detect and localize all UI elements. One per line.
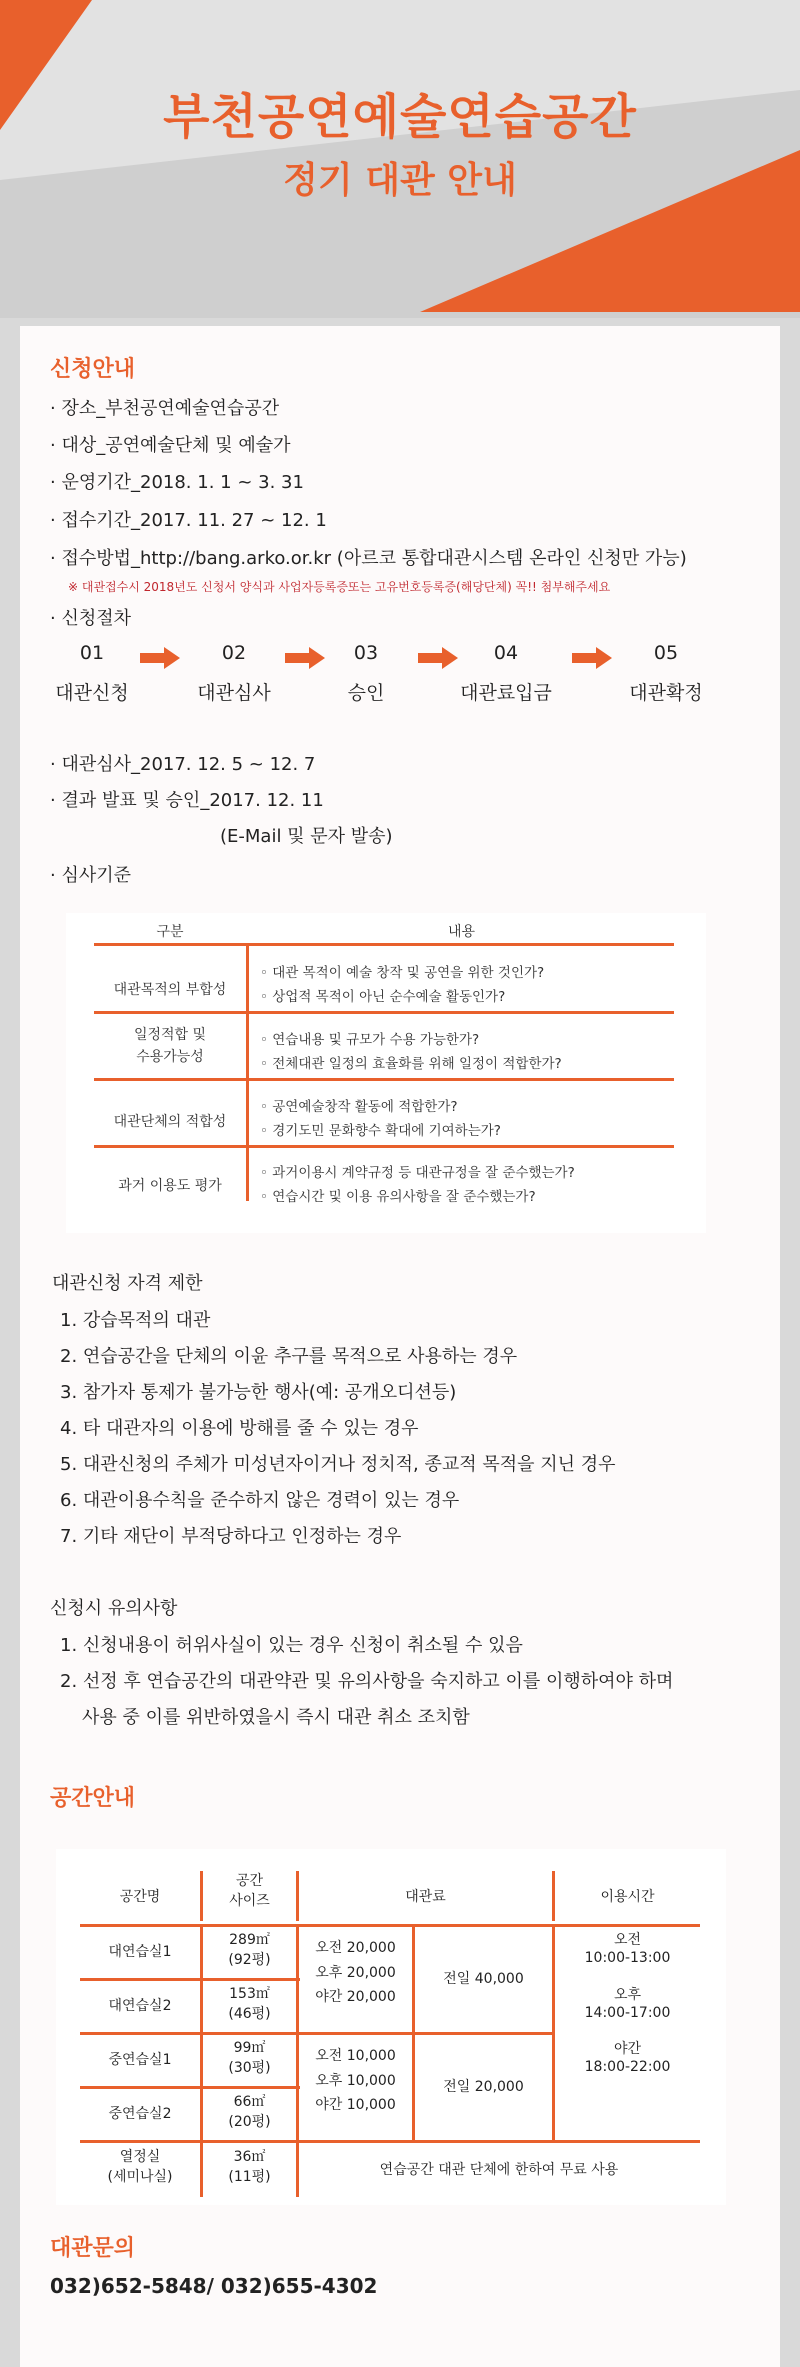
table-rule [80,2086,300,2089]
criteria-item: ◦ 공연예술창작 활동에 적합한가? [260,1099,458,1115]
restriction-item: 1. 강습목적의 대관 [60,1310,211,1331]
mid-room-fees: 오전 10,000 오후 10,000 야간 10,000 [315,2048,396,2113]
criteria-item: ◦ 상업적 목적이 아닌 순수예술 활동인가? [260,989,506,1005]
table-rule [80,2032,552,2035]
info-receipt-method: · 접수방법_http://bang.arko.or.kr (아르코 통합대관시스템 온라인 신청만 가능) [50,548,687,569]
mid-room-day-fee: 전일 20,000 [443,2079,524,2095]
attachment-note: ※ 대관접수시 2018년도 신청서 양식과 사업자등록증또는 고유번호등록증(해당단체) 꼭!! 첨부해주세요 [68,580,611,594]
info-period: · 운영기간_2018. 1. 1 ~ 3. 31 [50,472,304,493]
content-card [20,326,780,2367]
criteria-category: 과거 이용도 평가 [118,1178,222,1194]
section-title-apply: 신청안내 [50,357,136,382]
criteria-item: ◦ 과거이용시 계약규정 등 대관규정을 잘 준수했는가? [260,1165,575,1181]
section-title-contact: 대관문의 [50,2236,136,2261]
info-target: · 대상_공연예술단체 및 예술가 [50,435,291,456]
step-number: 05 [653,642,679,664]
caution-item: 사용 중 이를 위반하였을시 즉시 대관 취소 조치함 [82,1707,470,1728]
step-number: 02 [221,642,247,664]
restriction-item: 7. 기타 재단이 부적당하다고 인정하는 경우 [60,1526,402,1547]
room-size: 153㎡ (46평) [228,1986,271,2023]
criteria-table [66,913,706,1233]
step-number: 03 [353,642,379,664]
table-rule [246,943,249,1201]
large-room-day-fee: 전일 40,000 [443,1971,524,1987]
caution-item: 2. 선정 후 연습공간의 대관약관 및 유의사항을 숙지하고 이를 이행하여야 하며 [60,1671,674,1692]
step-label: 승인 [347,682,385,704]
info-result-note: (E-Mail 및 문자 발송) [220,826,393,847]
room-name: 중연습실2 [108,2106,172,2122]
criteria-category: 일정적합 및 수용가능성 [133,1027,207,1065]
criteria-header-content: 내용 [447,924,476,940]
criteria-item: ◦ 연습내용 및 규모가 수용 가능한가? [260,1032,480,1048]
table-rule [80,1978,300,1981]
room-size: 66㎡ (20평) [228,2094,271,2131]
cautions-title: 신청시 유의사항 [50,1598,178,1619]
usage-hours: 오전 10:00-13:00 오후 14:00-17:00 야간 18:00-22:00 [584,1932,671,2076]
room-name: 열정실 (세미나실) [107,2149,173,2186]
restrictions-title: 대관신청 자격 제한 [52,1273,203,1294]
free-use-note: 연습공간 대관 단체에 한하여 무료 사용 [379,2162,619,2178]
info-result: · 결과 발표 및 승인_2017. 12. 11 [50,790,324,811]
restriction-item: 5. 대관신청의 주체가 미성년자이거나 정치적, 종교적 목적을 지닌 경우 [60,1454,616,1475]
large-room-fees: 오전 20,000 오후 20,000 야간 20,000 [315,1940,396,2005]
room-name: 대연습실1 [108,1944,172,1960]
table-rule [94,943,674,946]
page-subtitle: 정기 대관 안내 [283,160,517,201]
space-table [56,1849,726,2205]
criteria-label: · 심사기준 [50,865,131,886]
restriction-item: 6. 대관이용수칙을 준수하지 않은 경력이 있는 경우 [60,1490,460,1511]
page-title: 부천공연예술연습공간 [163,89,637,145]
space-header-hours: 이용시간 [600,1889,655,1905]
criteria-header-category: 구분 [156,924,184,940]
header-banner [0,0,800,318]
room-name: 중연습실1 [108,2052,172,2068]
table-rule [80,1924,700,1927]
room-size: 289㎡ (92평) [228,1932,271,1969]
step-label: 대관확정 [629,682,703,704]
caution-item: 1. 신청내용이 허위사실이 있는 경우 신청이 취소될 수 있음 [60,1635,523,1656]
table-rule [94,1145,674,1148]
info-review-period: · 대관심사_2017. 12. 5 ~ 12. 7 [50,754,316,775]
table-rule [80,2140,700,2143]
space-header-name: 공간명 [119,1889,161,1905]
info-receipt-period: · 접수기간_2017. 11. 27 ~ 12. 1 [50,510,327,531]
procedure-label: · 신청절차 [50,608,131,629]
step-label: 대관료입금 [460,682,552,704]
restriction-item: 3. 참가자 통제가 불가능한 행사(예: 공개오디션등) [60,1382,457,1403]
step-label: 대관신청 [55,682,129,704]
step-number: 04 [493,642,519,664]
room-size: 99㎡ (30평) [228,2040,271,2077]
restriction-item: 4. 타 대관자의 이용에 방해를 줄 수 있는 경우 [60,1418,419,1439]
section-title-space: 공간안내 [50,1786,136,1811]
room-size: 36㎡ (11평) [228,2149,271,2186]
info-venue: · 장소_부천공연예술연습공간 [50,398,280,419]
table-rule [94,1078,674,1081]
criteria-item: ◦ 경기도민 문화향수 확대에 기여하는가? [260,1123,501,1139]
room-name: 대연습실2 [108,1998,172,2014]
criteria-item: ◦ 대관 목적이 예술 창작 및 공연을 위한 것인가? [260,965,545,981]
step-label: 대관심사 [197,682,271,704]
space-header-size: 공간 사이즈 [229,1873,270,1910]
criteria-category: 대관단체의 적합성 [113,1114,227,1130]
criteria-item: ◦ 전체대관 일정의 효율화를 위해 일정이 적합한가? [260,1056,562,1072]
restriction-item: 2. 연습공간을 단체의 이윤 추구를 목적으로 사용하는 경우 [60,1346,518,1367]
table-rule [94,1011,674,1014]
space-header-fee: 대관료 [405,1889,446,1905]
contact-phone: 032)652-5848/ 032)655-4302 [50,2274,378,2298]
criteria-category: 대관목적의 부합성 [113,982,227,998]
criteria-item: ◦ 연습시간 및 이용 유의사항을 잘 준수했는가? [260,1189,536,1205]
step-number: 01 [79,642,105,664]
